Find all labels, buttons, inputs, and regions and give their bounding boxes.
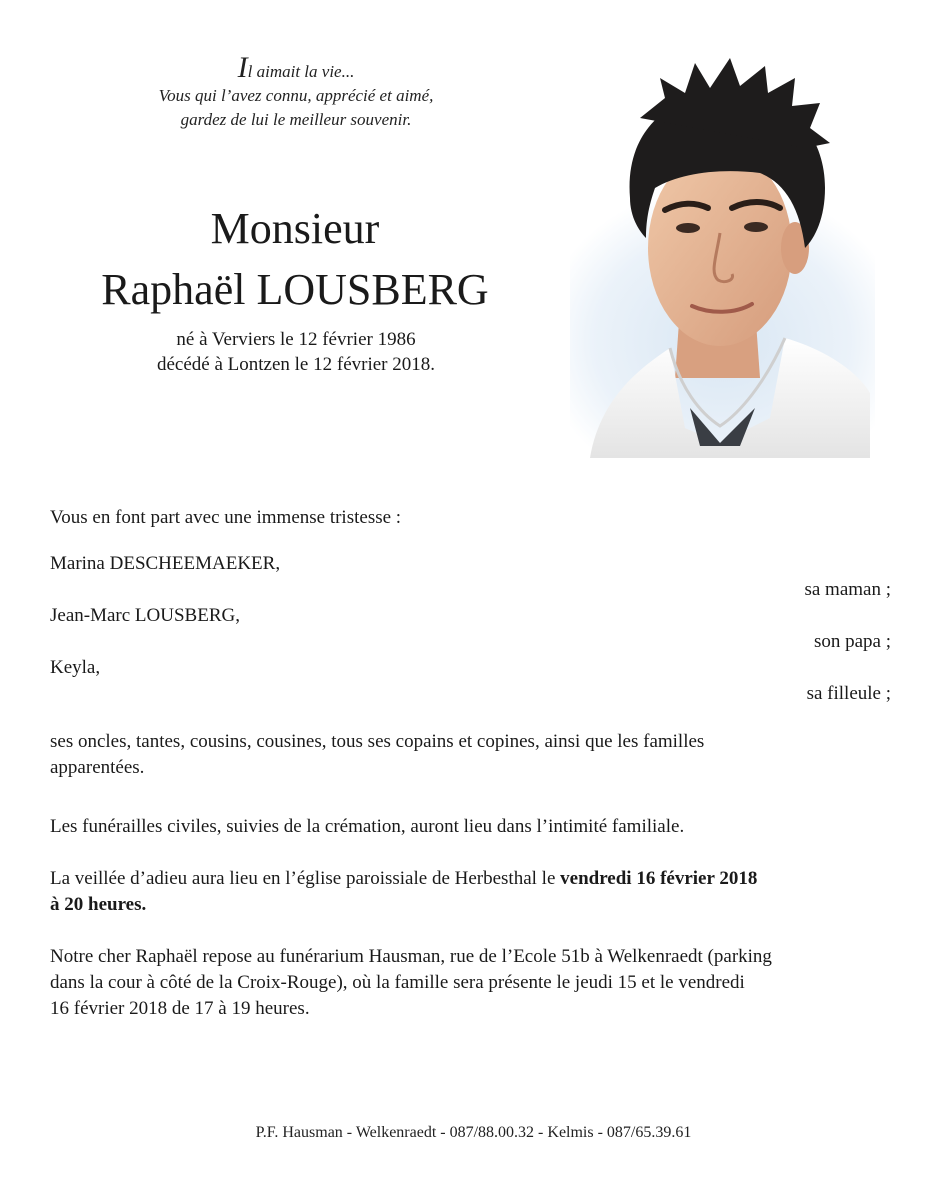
rest-line-1: Notre cher Raphaël repose au funérarium Hausman, rue de l’Ecole 51b à Welkenraedt (parking [50,946,772,967]
relatives-paragraph [50,729,900,781]
vigil-line-2 [50,892,900,918]
family-member-relation: sa maman ; [804,579,891,600]
rest-line-2: dans la cour à côté de la Croix-Rouge), où la famille sera présente le jeudi 15 et le vendredi [50,972,745,993]
epitaph-line-3: gardez de lui le meilleur souvenir. [180,110,412,129]
death-line: décédé à Lontzen le 12 février 2018. [156,354,435,375]
portrait-photo [570,48,875,458]
funeral-home-footer: P.F. Hausman - Welkenraedt - 087/88.00.32 - Kelmis - 087/65.39.61 [255,1124,692,1141]
epitaph-initial: I [237,51,248,84]
epitaph-line-1 [100,51,492,84]
family-member-name: Jean-Marc LOUSBERG, [50,605,240,626]
family-member-name: Keyla, [50,657,101,678]
honorific: Monsieur [210,204,380,253]
announcement-intro: Vous en font part avec une immense tristesse : [50,507,402,528]
vigil-time: à 20 heures. [50,894,147,915]
family-member-relation: son papa ; [813,631,891,652]
relatives-line-2: apparentées. [50,757,145,778]
rest-paragraph [50,944,900,1022]
relatives-line-1: ses oncles, tantes, cousins, cousines, tous ses copains et copines, ainsi que les familles [50,731,705,752]
family-member-name: Marina DESCHEEMAEKER, [50,553,281,574]
family-member-relation: sa filleule ; [806,683,891,704]
epitaph-line-1-text: l aimait la vie... [247,62,355,81]
vigil-paragraph [50,866,900,918]
vigil-prefix: La veillée d’adieu aura lieu en l’église paroissiale de Herbesthal le [50,868,561,889]
vigil-date: vendredi 16 février 2018 [560,868,758,889]
rest-line-3: 16 février 2018 de 17 à 19 heures. [50,998,310,1019]
ceremony-paragraph: Les funérailles civiles, suivies de la crémation, auront lieu dans l’intimité familiale. [50,816,685,837]
birth-line: né à Verviers le 12 février 1986 [176,329,416,350]
epitaph-line-2: Vous qui l’avez connu, apprécié et aimé, [158,86,434,105]
epitaph-quote [100,51,492,132]
vigil-line-1 [50,866,900,892]
deceased-name: Raphaël LOUSBERG [101,265,489,314]
life-dates [60,327,532,377]
